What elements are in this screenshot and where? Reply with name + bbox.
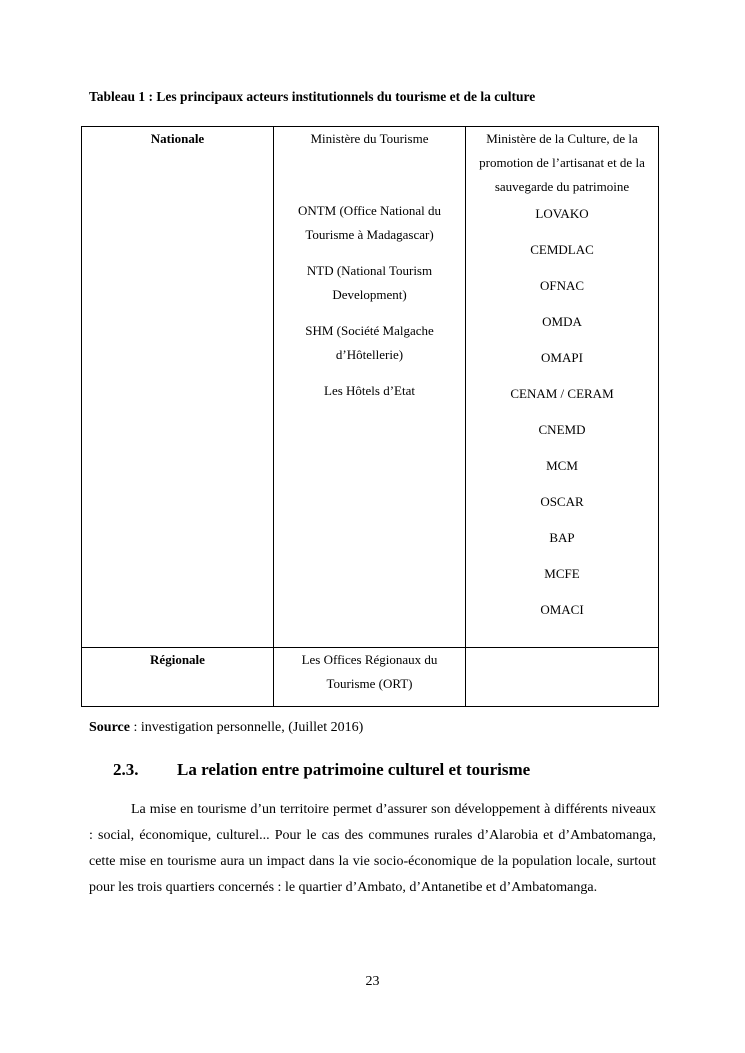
cell-level-regionale: [82, 648, 274, 707]
tourisme-actor: Les Hôtels d’Etat: [324, 383, 415, 398]
culture-actor: OMAPI: [541, 350, 583, 365]
actors-table: [81, 126, 659, 707]
section-number: 2.3.: [113, 760, 139, 779]
cell-tourisme-regionale: [274, 648, 466, 707]
level-label: Régionale: [150, 652, 205, 667]
culture-actor: CENAM / CERAM: [510, 386, 614, 401]
body-paragraph: [89, 797, 656, 901]
culture-actor: CEMDLAC: [530, 242, 594, 257]
culture-actor: OFNAC: [539, 278, 585, 293]
tourisme-actor: ONTM (Office National du Tourisme à Madagascar): [297, 203, 442, 242]
source-text: : investigation personnelle, (Juillet 2016): [129, 720, 364, 735]
culture-actor: OMDA: [542, 314, 582, 329]
culture-actor: BAP: [549, 530, 575, 545]
tourisme-actor: NTD (National Tourism Development): [306, 263, 433, 302]
table-source: [89, 720, 363, 736]
cell-culture-nationale: [466, 127, 659, 648]
page-number: 23: [365, 974, 380, 989]
tourisme-actor: SHM (Société Malgache d’Hôtellerie): [305, 323, 434, 362]
tourisme-actor: Les Offices Régionaux du Tourisme (ORT): [301, 652, 438, 691]
source-label: Source: [89, 720, 130, 735]
cell-tourisme-nationale: [274, 127, 466, 648]
table-row-regionale: [82, 648, 659, 707]
culture-actor: OSCAR: [540, 494, 584, 509]
paragraph-text: La mise en tourisme d’un territoire permet d’assurer son développement à différents niveaux : social, économique, culturel... Pour le cas des communes rurales d’Alarobia et d’Ambatomanga, cette mise en tourisme aura un impact dans la vie socio-économique de la population locale, surtout pour les trois quartiers concernés : le quartier d’Ambato, d’Antanetibe et d’Ambatomanga.: [89, 802, 656, 895]
cell-culture-regionale: [466, 648, 659, 707]
culture-actor: MCM: [546, 458, 578, 473]
level-label: Nationale: [150, 131, 205, 146]
culture-actor: OMACI: [540, 602, 584, 617]
culture-actor: Ministère de la Culture, de la promotion de l’artisanat et de la sauvegarde du patrimoine: [479, 131, 645, 194]
cell-level-nationale: [82, 127, 274, 648]
table-caption: Tableau 1 : Les principaux acteurs institutionnels du tourisme et de la culture: [89, 89, 536, 104]
tourisme-actor: Ministère du Tourisme: [310, 131, 429, 146]
section-heading: [113, 760, 530, 780]
culture-actor: CNEMD: [538, 422, 586, 437]
culture-actor: MCFE: [544, 566, 580, 581]
culture-actor: LOVAKO: [535, 206, 589, 221]
section-title: La relation entre patrimoine culturel et tourisme: [177, 760, 531, 779]
table-row-nationale: [82, 127, 659, 648]
